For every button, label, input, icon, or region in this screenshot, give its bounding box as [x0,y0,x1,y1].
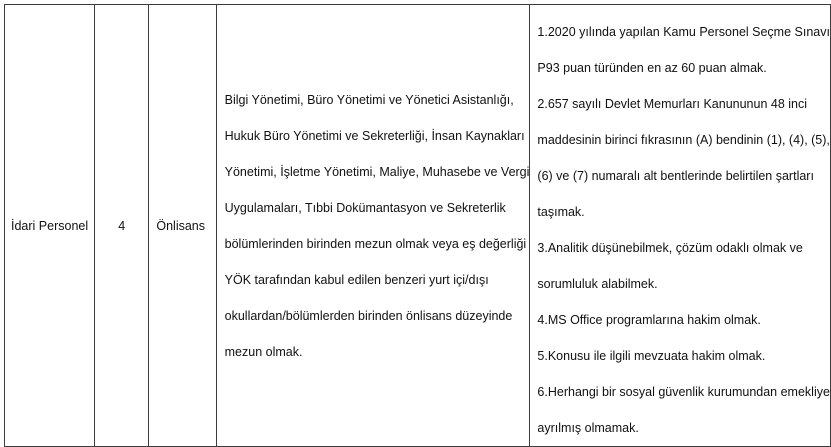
department-cell [216,5,530,447]
department-line: Hukuk Büro Yönetimi ve Sekreterliği, İnsan Kaynakları [224,128,525,143]
table-row [5,5,831,447]
requirement-line: ayrılmış olmamak. [537,421,639,435]
department-line: mezun olmak. [224,344,303,359]
department-line: Uygulamaları, Tıbbi Dokümantasyon ve Sekreterlik [224,200,506,215]
department-line: YÖK tarafından kabul edilen benzeri yurt içi/dışı [224,272,489,287]
requirement-line: 2.657 sayılı Devlet Memurları Kanununun 48 inci [537,97,808,111]
requirement-line: P93 puan türünden en az 60 puan almak. [537,61,767,75]
department-line: bölümlerinden birinden mezun olmak veya eş değerliği [224,236,527,251]
requirement-line: 3.Analitik düşünebilmek, çözüm odaklı olmak ve [537,241,803,255]
department-line: okullardan/bölümlerden birinden önlisans düzeyinde [224,308,513,323]
requirement-line: 5.Konusu ile ilgili mevzuata hakim olmak. [537,349,766,363]
department-line: Bilgi Yönetimi, Büro Yönetimi ve Yönetici Asistanlığı, [224,92,514,107]
requirements-table [4,4,831,447]
requirement-line: taşımak. [537,205,585,219]
requirement-line: 1.2020 yılında yapılan Kamu Personel Seçme Sınavı [537,25,830,39]
requirement-line: 4.MS Office programlarına hakim olmak. [537,313,761,327]
requirement-line: (6) ve (7) numaralı alt bentlerinde belirtilen şartları [537,169,814,183]
requirement-line: sorumluluk alabilmek. [537,277,658,291]
department-line: Yönetimi, İşletme Yönetimi, Maliye, Muhasebe ve Vergi [224,164,530,179]
requirements-cell [530,5,831,447]
count-cell: 4 [95,5,149,447]
position-cell: İdari Personel [5,5,95,447]
requirement-line: maddesinin birinci fıkrasının (A) bendinin (1), (4), (5), [537,133,830,147]
education-cell: Önlisans [149,5,216,447]
requirement-line: 6.Herhangi bir sosyal güvenlik kurumundan emekliye [537,385,830,399]
